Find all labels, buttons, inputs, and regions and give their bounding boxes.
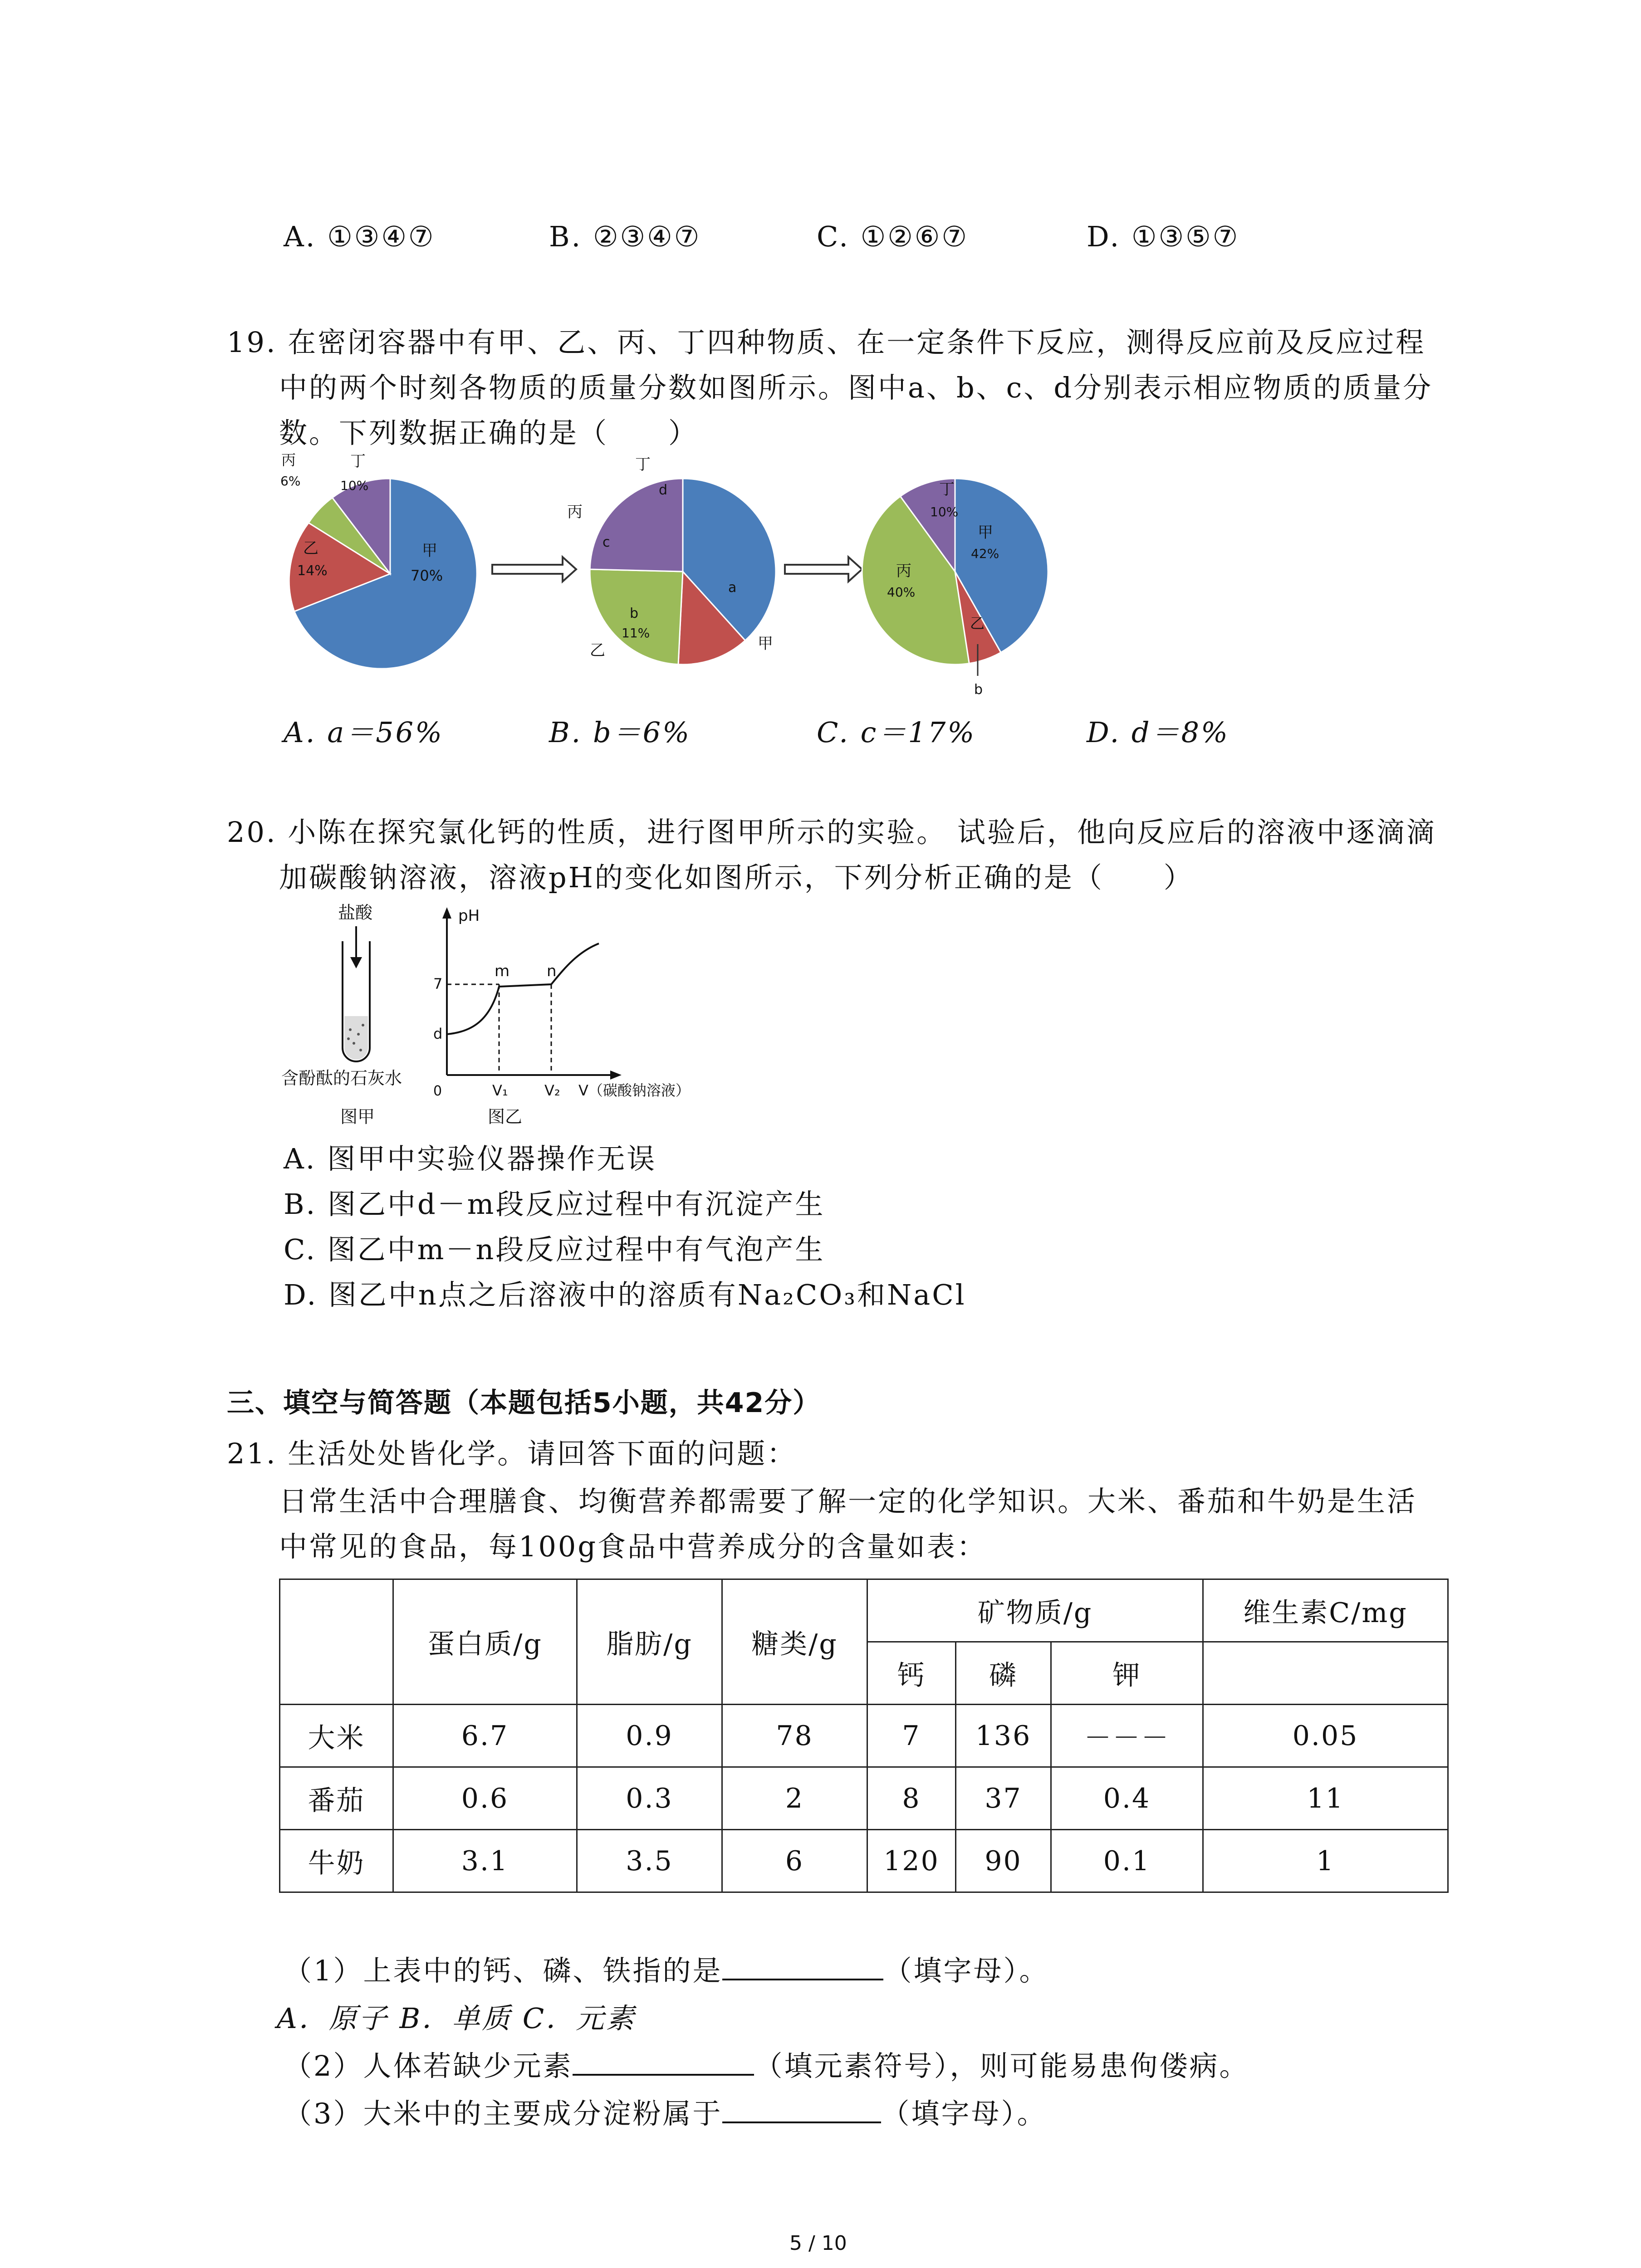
q19-option-b: B. b＝6% [549,716,691,749]
q21-line-3: 中常见的食品，每100g食品中营养成分的含量如表： [279,1530,987,1563]
pie3-label-bing-value: 40% [887,585,916,600]
table-corner-cell [280,1579,393,1705]
x-tick-0: 0 [433,1083,442,1099]
q19-option-c: C. c＝17% [817,716,976,749]
q21-sub3-prefix: （3）大米中的主要成分淀粉属于 [284,2097,723,2130]
pie1-label-jia: 甲 [422,542,437,560]
pie3-label-jia: 甲 [978,523,993,542]
header-mineral: 矿物质/g [867,1579,1203,1642]
pie2-label-b-value: 11% [622,626,650,640]
pie3-label-b: b [974,682,983,698]
q20-option-a: A. 图甲中实验仪器操作无误 [284,1142,657,1175]
x-tick-v2: V₂ [544,1082,560,1099]
pie3-label-jia-value: 42% [971,546,999,561]
q21-sub3-suffix: （填字母）。 [881,2097,1047,2130]
q19-option-d: D. d＝8% [1087,716,1230,749]
q21-sub2-suffix: （填元素符号），则可能易患佝偻病。 [754,2049,1249,2082]
table-cell: 136 [956,1705,1051,1767]
table-cell: 0.6 [393,1767,577,1830]
pie2-label-b: b [630,606,639,621]
table-cell: 120 [867,1830,956,1892]
nutrition-table [279,1579,1449,1893]
header-sugar: 糖类/g [722,1579,867,1705]
pie1-label-ding-value: 10% [340,478,369,493]
table-cell: 1 [1203,1830,1448,1892]
q20-line-2: 加碳酸钠溶液，溶液pH的变化如图所示，下列分析正确的是（ ） [279,861,1194,894]
pie2-name-jia: 甲 [758,635,773,653]
y-axis-label: pH [458,907,480,925]
table-cell: 0.3 [577,1767,722,1830]
row-name: 牛奶 [280,1830,393,1892]
q19-line-3: 数。下列数据正确的是（ ） [279,416,699,450]
y-tick-d: d [433,1025,443,1042]
q21-line-1: 21. 生活处处皆化学。请回答下面的问题： [227,1437,797,1470]
table-cell: 3.5 [577,1830,722,1892]
y-tick-7: 7 [433,975,443,992]
q21-sub1-choices: A．原子 B．单质 C．元素 [277,2002,636,2035]
table-cell: －－－ [1051,1705,1203,1767]
q21-sub1-prefix: （1）上表中的钙、磷、铁指的是 [284,1954,723,1987]
fig-yi-caption: 图乙 [488,1107,523,1127]
pie3-label-yi: 乙 [970,615,985,632]
table-cell: 6.7 [393,1705,577,1767]
arrow-right-icon [785,557,862,582]
pie3-label-ding: 丁 [939,480,955,499]
page-number: 5 / 10 [789,2232,847,2255]
pie2-slice-ding [590,479,683,572]
point-n-label: n [547,962,557,980]
q19-line-1: 19. 在密闭容器中有甲、乙、丙、丁四种物质、在一定条件下反应，测得反应前及反应过程 [227,326,1426,359]
header-vitamin-c: 维生素C/mg [1203,1579,1448,1642]
pie-chart-middle [567,455,776,665]
q18-option-a: A. ①③④⑦ [284,220,436,253]
fig-jia-test-tube [281,903,402,1127]
header-empty-cell [1203,1642,1448,1705]
section-heading: 三、填空与简答题（本题包括5小题，共42分） [227,1387,821,1419]
q21-sub1-suffix: （填字母）。 [883,1954,1049,1987]
table-cell: 2 [722,1767,867,1830]
x-tick-v1: V₁ [492,1082,508,1099]
q18-option-c: C. ①②⑥⑦ [817,220,969,253]
q21-sub1 [284,1948,1049,1989]
y-axis-arrowhead [442,907,451,919]
table-cell: 3.1 [393,1830,577,1892]
table-cell: 7 [867,1705,956,1767]
pie2-label-a: a [728,580,737,596]
q21-sub2-prefix: （2）人体若缺少元素 [284,2049,573,2082]
table-cell: 37 [956,1767,1051,1830]
table-cell: 78 [722,1705,867,1767]
table-row [280,1830,1448,1892]
q20-figure [272,898,753,1139]
pie-chart-after [862,479,1048,698]
table-cell: 0.05 [1203,1705,1448,1767]
table-cell: 11 [1203,1767,1448,1830]
pie3-label-ding-value: 10% [930,504,959,519]
table-cell: 0.9 [577,1705,722,1767]
pie1-label-jia-value: 70% [411,567,443,584]
fig-jia-top-label: 盐酸 [338,903,373,923]
header-phosphorus: 磷 [956,1642,1051,1705]
pie2-name-yi: 乙 [590,641,605,660]
q20-option-d: D. 图乙中n点之后溶液中的溶质有Na₂CO₃和NaCl [284,1278,966,1311]
table-cell: 8 [867,1767,956,1830]
q19-option-a: A. a＝56% [284,716,444,749]
pie1-label-bing: 丙 [281,451,296,469]
answer-blank-3[interactable] [722,2094,881,2123]
arrow-right-icon [492,557,576,582]
pie3-label-bing: 丙 [896,562,911,580]
row-name: 大米 [280,1705,393,1767]
q19-line-2: 中的两个时刻各物质的质量分数如图所示。图中a、b、c、d分别表示相应物质的质量分 [279,371,1433,404]
pie-chart-before [280,451,477,669]
q21-sub3 [284,2091,1047,2131]
q19-pie-figure [272,449,1071,712]
table-cell: 0.4 [1051,1767,1203,1830]
answer-blank-2[interactable] [573,2047,754,2076]
pie2-name-ding: 丁 [635,455,651,474]
fig-yi-ph-chart [433,907,690,1127]
header-potassium: 钾 [1051,1642,1203,1705]
q21-sub2 [284,2043,1249,2084]
pie1-label-yi-value: 14% [297,563,328,579]
point-m-label: m [495,962,510,980]
q18-option-d: D. ①③⑤⑦ [1087,220,1240,253]
q21-line-2: 日常生活中合理膳食、均衡营养都需要了解一定的化学知识。大米、番茄和牛奶是生活 [279,1485,1417,1518]
table-cell: 0.1 [1051,1830,1203,1892]
table-cell: 6 [722,1830,867,1892]
ph-curve [447,943,599,1034]
table-cell: 90 [956,1830,1051,1892]
fig-jia-caption: 图甲 [340,1107,375,1127]
q20-line-1: 20. 小陈在探究氯化钙的性质，进行图甲所示的实验。 试验后，他向反应后的溶液中逐滴滴 [227,816,1437,849]
pie2-name-bing: 丙 [567,503,583,521]
table-row [280,1767,1448,1830]
header-calcium: 钙 [867,1642,956,1705]
pie1-label-ding: 丁 [350,452,366,470]
q18-option-b: B. ②③④⑦ [549,220,701,253]
pie2-label-d: d [659,482,668,498]
dropper-arrowhead [350,957,362,968]
header-protein: 蛋白质/g [393,1579,577,1705]
q20-option-b: B. 图乙中d－m段反应过程中有沉淀产生 [284,1188,825,1221]
pie2-label-c: c [603,534,610,550]
pie1-label-bing-value: 6% [280,474,301,489]
table-row [280,1705,1448,1767]
q20-option-c: C. 图乙中m－n段反应过程中有气泡产生 [284,1233,825,1266]
x-axis-label: V（碳酸钠溶液） [578,1082,690,1099]
fig-jia-bottom-label: 含酚酞的石灰水 [281,1068,402,1088]
header-fat: 脂肪/g [577,1579,722,1705]
row-name: 番茄 [280,1767,393,1830]
answer-blank-1[interactable] [722,1951,883,1980]
pie1-label-yi: 乙 [303,539,318,557]
x-axis-arrowhead [610,1070,622,1080]
